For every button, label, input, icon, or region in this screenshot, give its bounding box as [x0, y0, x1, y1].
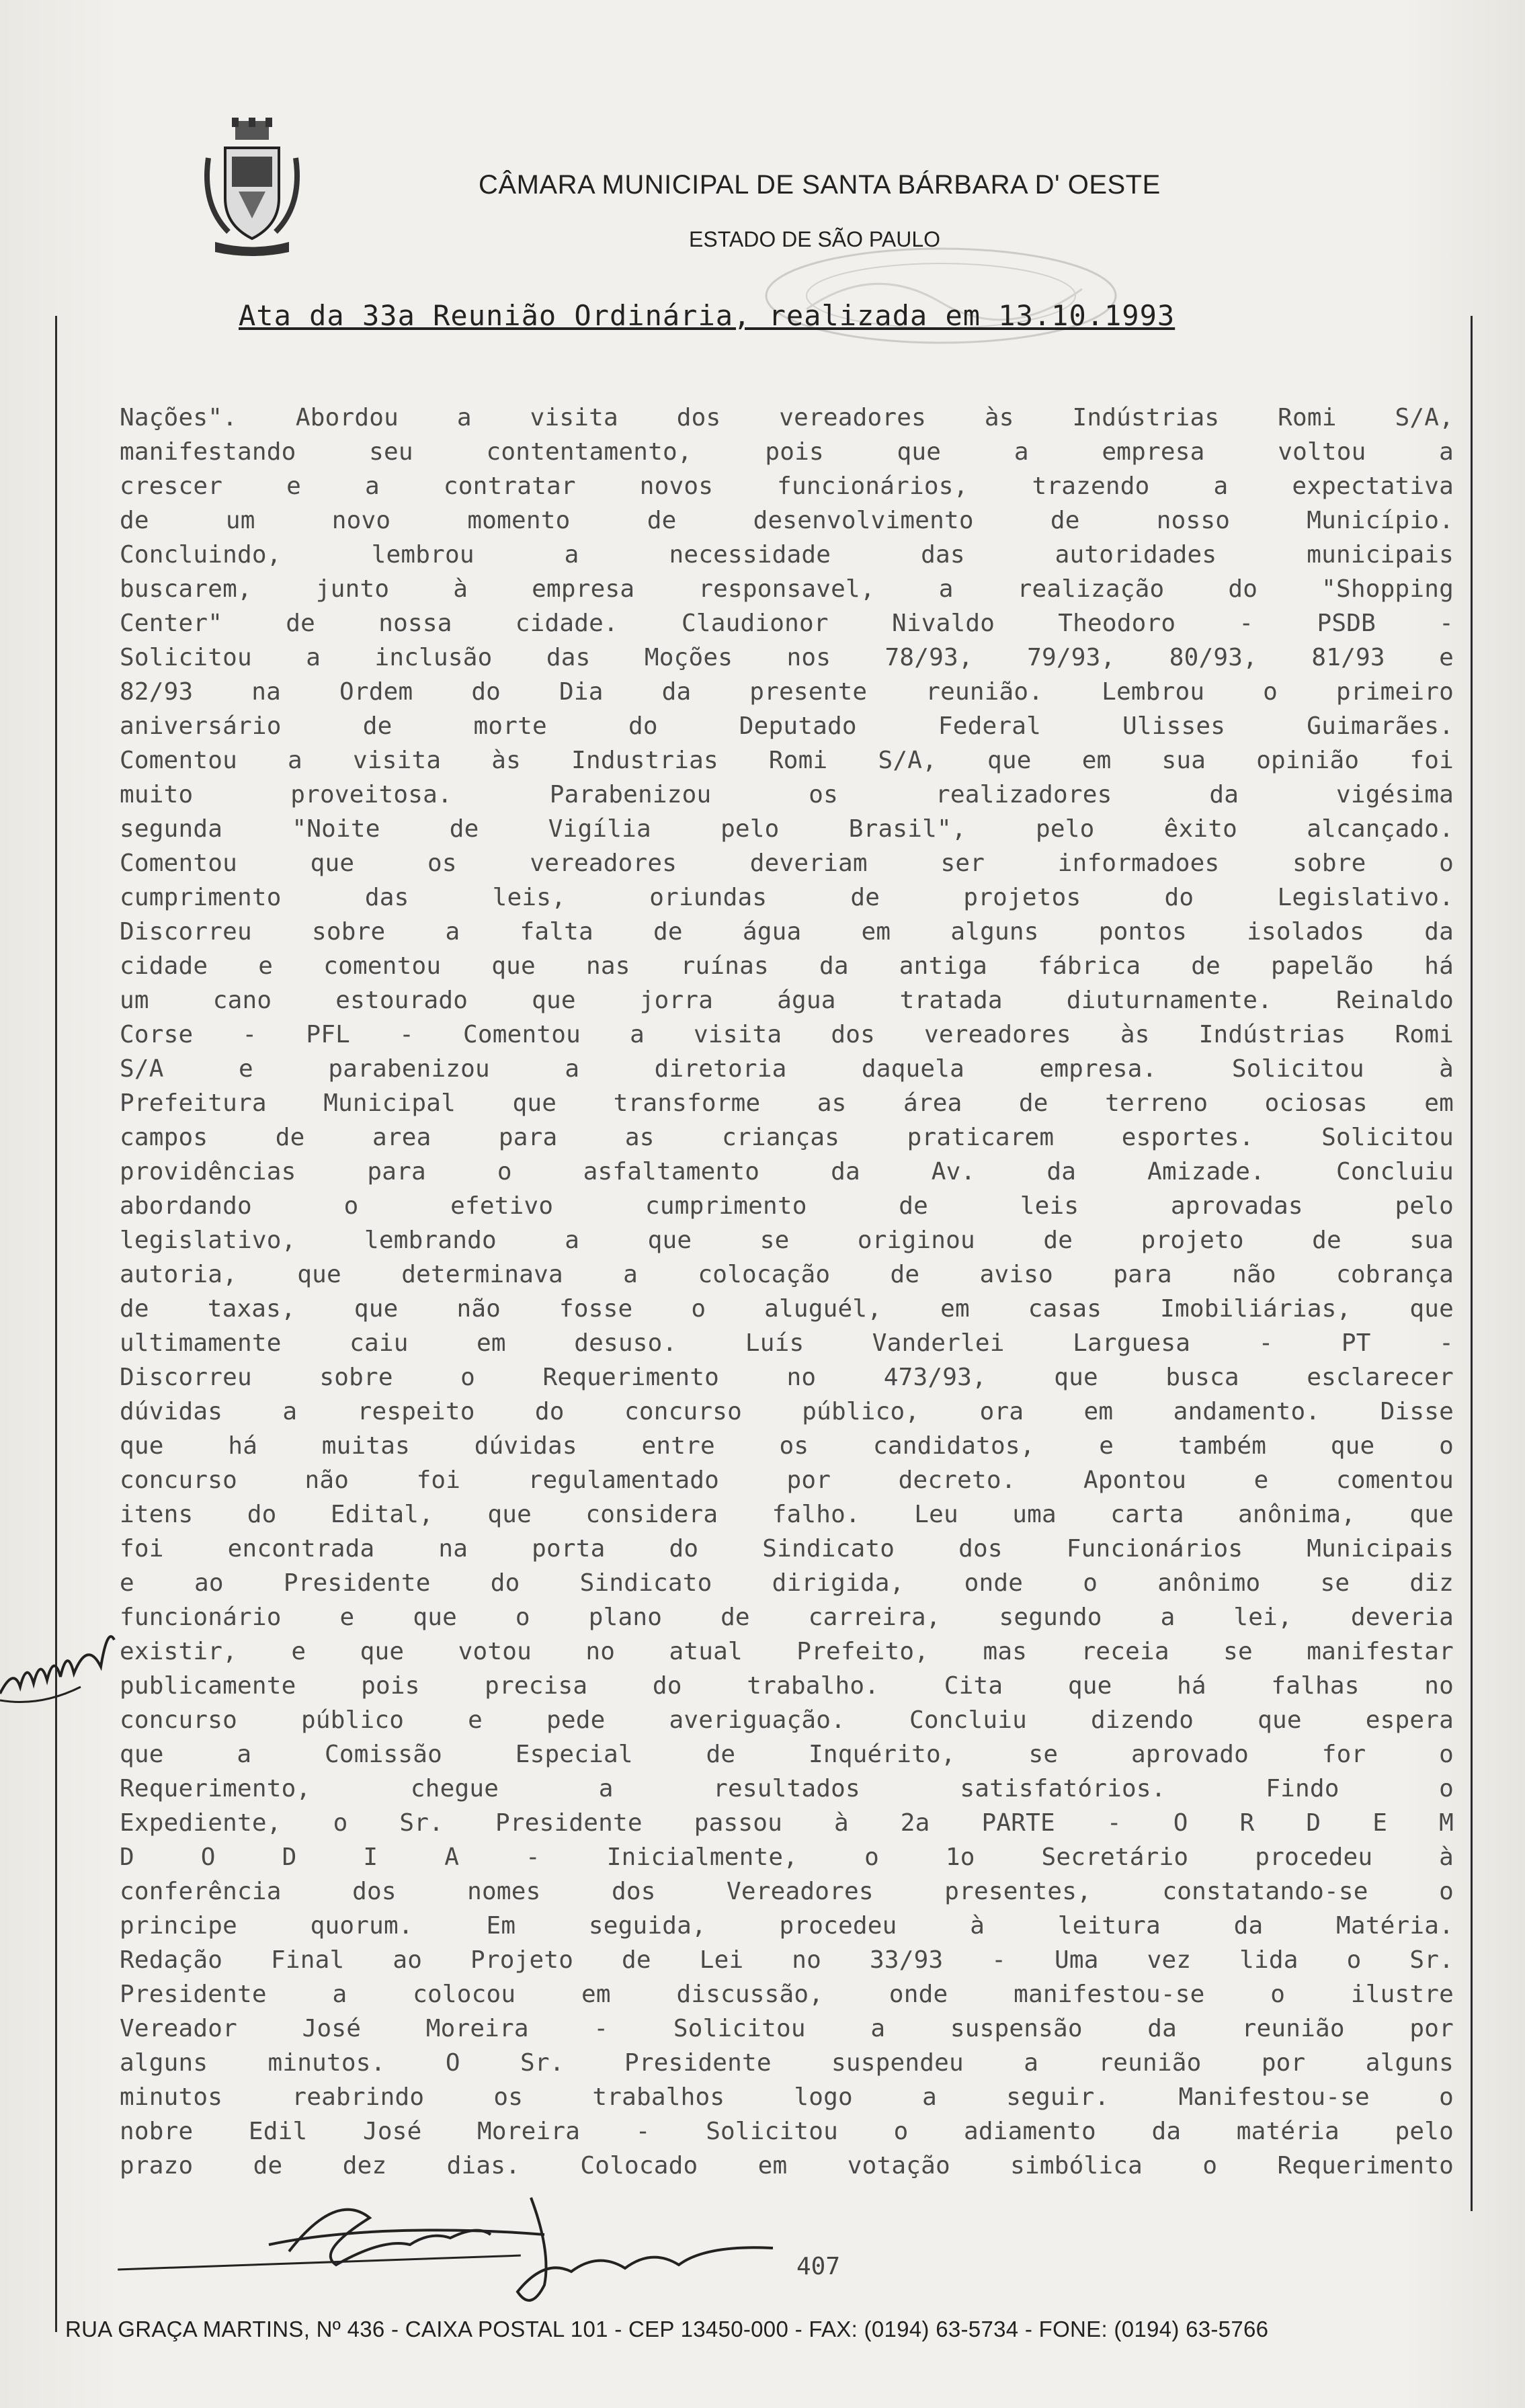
body-line: nobre Edil José Moreira - Solicitou o adiamento da matéria pelo	[120, 2118, 1454, 2145]
body-line: dúvidas a respeito do concurso público, ora em andamento. Disse	[120, 1398, 1454, 1425]
body-line: 82/93 na Ordem do Dia da presente reunião. Lembrou o primeiro	[120, 678, 1454, 706]
body-line: Solicitou a inclusão das Moções nos 78/93, 79/93, 80/93, 81/93 e	[120, 644, 1454, 671]
body-line: existir, e que votou no atual Prefeito, mas receia se manifestar	[120, 1638, 1454, 1665]
left-margin-rule	[55, 316, 57, 2332]
body-line: que há muitas dúvidas entre os candidatos, e também que o	[120, 1432, 1454, 1460]
body-line: segunda "Noite de Vigília pelo Brasil", pelo êxito alcançado.	[120, 815, 1454, 843]
body-line: Vereador José Moreira - Solicitou a suspensão da reunião por	[120, 2015, 1454, 2042]
body-line: Concluindo, lembrou a necessidade das autoridades municipais	[120, 541, 1454, 569]
body-line: buscarem, junto à empresa responsavel, a realização do "Shopping	[120, 575, 1454, 603]
body-line: concurso público e pede averiguação. Concluiu dizendo que espera	[120, 1706, 1454, 1734]
body-line: Nações". Abordou a visita dos vereadores às Indústrias Romi S/A,	[120, 404, 1454, 431]
body-line: e ao Presidente do Sindicato dirigida, onde o anônimo se diz	[120, 1569, 1454, 1597]
body-line: conferência dos nomes dos Vereadores presentes, constatando-se o	[120, 1878, 1454, 1905]
body-line: concurso não foi regulamentado por decreto. Apontou e comentou	[120, 1466, 1454, 1494]
footer-address: RUA GRAÇA MARTINS, Nº 436 - CAIXA POSTAL 101 - CEP 13450-000 - FAX: (0194) 63-5734 - FONE: (0194) 63-5766	[65, 2317, 1269, 2341]
body-line: itens do Edital, que considera falho. Leu uma carta anônima, que	[120, 1501, 1454, 1528]
body-line: Prefeitura Municipal que transforme as área de terreno ociosas em	[120, 1089, 1454, 1117]
body-line: Discorreu sobre o Requerimento no 473/93, que busca esclarecer	[120, 1364, 1454, 1391]
header-state: ESTADO DE SÃO PAULO	[689, 227, 941, 251]
body-line: que a Comissão Especial de Inquérito, se aprovado for o	[120, 1741, 1454, 1768]
body-line: Comentou que os vereadores deveriam ser informadoes sobre o	[120, 849, 1454, 877]
body-line: providências para o asfaltamento da Av. da Amizade. Concluiu	[120, 1158, 1454, 1186]
body-line: autoria, que determinava a colocação de aviso para não cobrança	[120, 1261, 1454, 1288]
body-line: um cano estourado que jorra água tratada diuturnamente. Reinaldo	[120, 987, 1454, 1014]
margin-signature-icon	[0, 1626, 121, 1727]
body-line: Requerimento, chegue a resultados satisfatórios. Findo o	[120, 1775, 1454, 1802]
body-line: Redação Final ao Projeto de Lei no 33/93 - Uma vez lida o Sr.	[120, 1946, 1454, 1974]
right-margin-rule	[1471, 316, 1473, 2211]
body-line: Center" de nossa cidade. Claudionor Nivaldo Theodoro - PSDB -	[120, 610, 1454, 637]
body-line: muito proveitosa. Parabenizou os realizadores da vigésima	[120, 781, 1454, 808]
minutes-body	[120, 401, 1454, 2183]
body-line: Corse - PFL - Comentou a visita dos vereadores às Indústrias Romi	[120, 1021, 1454, 1048]
body-line: aniversário de morte do Deputado Federal Ulisses Guimarães.	[120, 712, 1454, 740]
body-line: cidade e comentou que nas ruínas da antiga fábrica de papelão há	[120, 952, 1454, 980]
page-number: 407	[796, 2253, 841, 2280]
body-line: Presidente a colocou em discussão, onde manifestou-se o ilustre	[120, 1981, 1454, 2008]
body-line: Expediente, o Sr. Presidente passou à 2a PARTE - O R D E M	[120, 1809, 1454, 1837]
body-line: principe quorum. Em seguida, procedeu à leitura da Matéria.	[120, 1912, 1454, 1940]
body-line: publicamente pois precisa do trabalho. Cita que há falhas no	[120, 1672, 1454, 1700]
body-line: Comentou a visita às Industrias Romi S/A, que em sua opinião foi	[120, 747, 1454, 774]
body-line: alguns minutos. O Sr. Presidente suspendeu a reunião por alguns	[120, 2049, 1454, 2077]
body-line: campos de area para as crianças praticarem esportes. Solicitou	[120, 1124, 1454, 1151]
body-line: de taxas, que não fosse o aluguél, em casas Imobiliárias, que	[120, 1295, 1454, 1323]
body-line: foi encontrada na porta do Sindicato dos Funcionários Municipais	[120, 1535, 1454, 1563]
body-line: Discorreu sobre a falta de água em alguns pontos isolados da	[120, 918, 1454, 946]
municipal-coat-of-arms-icon	[202, 118, 302, 259]
body-line: manifestando seu contentamento, pois que a empresa voltou a	[120, 438, 1454, 466]
body-line: D O D I A - Inicialmente, o 1o Secretário procedeu à	[120, 1843, 1454, 1871]
header-organization: CÂMARA MUNICIPAL DE SANTA BÁRBARA D' OESTE	[479, 170, 1161, 200]
body-line: minutos reabrindo os trabalhos logo a seguir. Manifestou-se o	[120, 2083, 1454, 2111]
body-line: funcionário e que o plano de carreira, segundo a lei, deveria	[120, 1604, 1454, 1631]
body-line: prazo de dez dias. Colocado em votação simbólica o Requerimento	[120, 2152, 1454, 2179]
signatures-icon	[114, 2171, 921, 2319]
body-line: de um novo momento de desenvolvimento de nosso Município.	[120, 507, 1454, 534]
body-line: ultimamente caiu em desuso. Luís Vanderlei Larguesa - PT -	[120, 1329, 1454, 1357]
body-line: legislativo, lembrando a que se originou de projeto de sua	[120, 1227, 1454, 1254]
body-line: cumprimento das leis, oriundas de projetos do Legislativo.	[120, 884, 1454, 911]
minutes-title: Ata da 33a Reunião Ordinária, realizada em 13.10.1993	[239, 299, 1176, 332]
body-line: abordando o efetivo cumprimento de leis aprovadas pelo	[120, 1192, 1454, 1220]
body-line: crescer e a contratar novos funcionários, trazendo a expectativa	[120, 472, 1454, 500]
body-line: S/A e parabenizou a diretoria daquela empresa. Solicitou à	[120, 1055, 1454, 1083]
